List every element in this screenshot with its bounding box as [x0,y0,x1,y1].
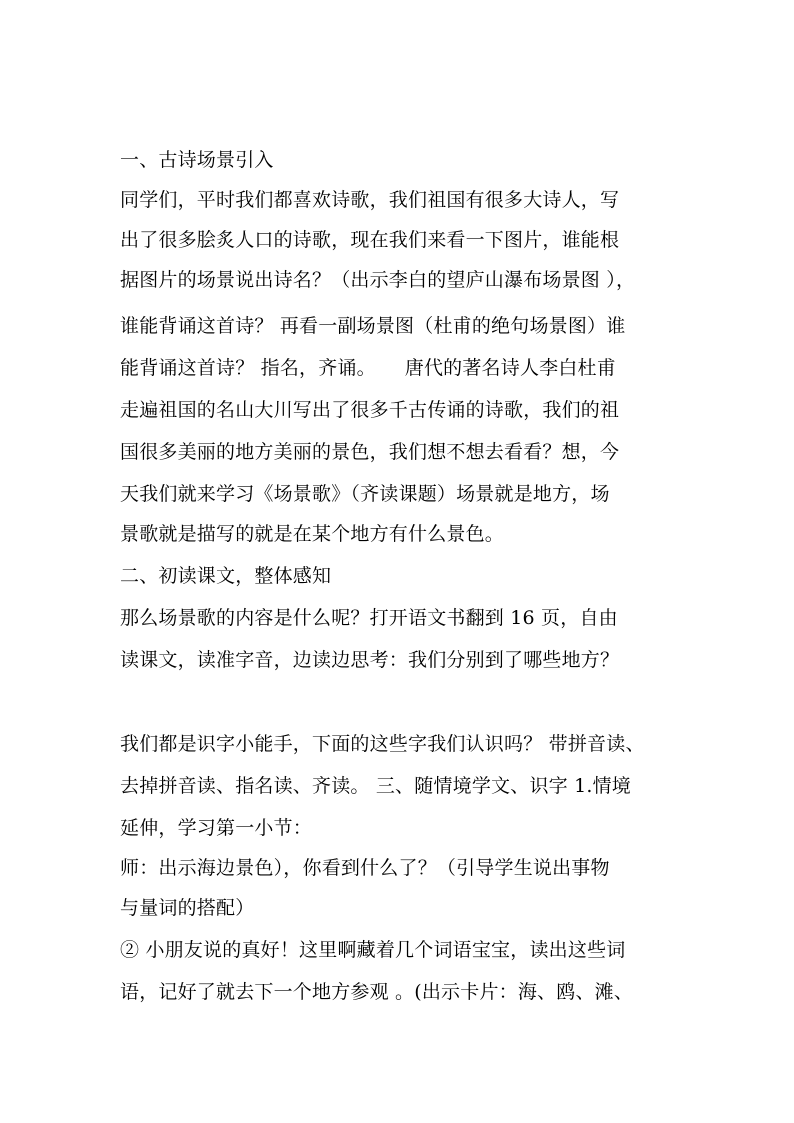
paragraph-line: 景歌就是描写的就是在某个地方有什么景色。 [120,523,505,545]
paragraph-line: 国很多美丽的地方美丽的景色，我们想不想去看看？想，今 [120,441,620,463]
paragraph-line: 我们都是识字小能手，下面的这些字我们认识吗？ 带拼音读、 [120,733,645,755]
paragraph-line: 去掉拼音读、指名读、齐读。 三、随情境学文、识字 1.情境 [120,775,632,797]
paragraph-line: 走遍祖国的名山大川写出了很多千古传诵的诗歌，我们的祖 [120,399,620,421]
paragraph-line: 读课文，读准字音，边读边思考：我们分别到了哪些地方？ [120,649,620,671]
section-heading-2: 二、初读课文，整体感知 [120,565,332,587]
paragraph-line: 据图片的场景说出诗名？（出示李白的望庐山瀑布场景图 ）， [120,269,636,291]
paragraph-line: 语，记好了就去下一个地方参观 。(出示卡片：海、鸥、滩、 [120,981,634,1003]
section-heading-1: 一、古诗场景引入 [120,149,274,171]
paragraph-line: 与量词的搭配） [120,897,255,919]
paragraph-line: 能背诵这首诗？ 指名，齐诵。 唐代的著名诗人李白杜甫 [120,357,616,379]
paragraph-line: ② 小朋友说的真好！这里啊藏着几个词语宝宝，读出这些词 [120,939,626,961]
paragraph-line: 出了很多脍炙人口的诗歌，现在我们来看一下图片，谁能根 [120,229,620,251]
paragraph-line: 师：出示海边景色），你看到什么了？（引导学生说出事物 [120,857,610,879]
paragraph-line: 同学们，平时我们都喜欢诗歌，我们祖国有很多大诗人，写 [120,189,620,211]
paragraph-line: 谁能背诵这首诗？ 再看一副场景图（杜甫的绝句场景图）谁 [120,315,626,337]
paragraph-line: 延伸，学习第一小节： [120,817,313,839]
paragraph-line: 那么场景歌的内容是什么呢？打开语文书翻到 16 页，自由 [120,607,618,629]
paragraph-line: 天我们就来学习《场景歌》（齐读课题）场景就是地方，场 [120,483,610,505]
